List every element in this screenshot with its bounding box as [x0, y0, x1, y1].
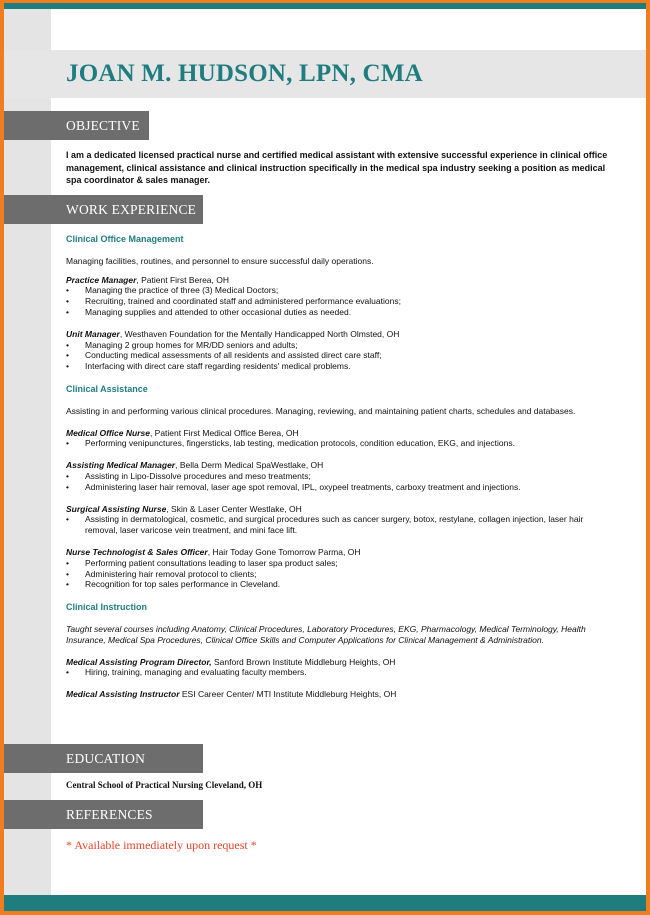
list-item: • Interfacing with direct care staff regarding residents' medical problems.	[66, 361, 616, 372]
job-detail: , Bella Derm Medical SpaWestlake, OH	[175, 460, 324, 471]
category-title: Clinical Office Management	[66, 234, 184, 244]
job-bullets	[66, 438, 616, 449]
job-line	[66, 547, 616, 558]
job-line	[66, 428, 616, 439]
job-role: Medical Office Nurse	[66, 427, 150, 438]
job-role: Assisting Medical Manager	[66, 460, 176, 471]
list-item: • Performing patient consultations leading to laser spa product sales;	[66, 558, 616, 569]
category-summary: Taught several courses including Anatomy, Clinical Procedures, Laboratory Procedures, EKG, Pharmacology, Medical Terminology, Health Insurance, Medical Spa Procedures, Clinical Office Skills and Computer Applications for Clinical Management & Administration.	[66, 623, 586, 645]
list-item: • Assisting in Lipo-Dissolve procedures and meso treatments;	[66, 471, 616, 482]
job-line	[66, 657, 616, 668]
job-bullets	[66, 471, 616, 493]
category-title: Clinical Assistance	[66, 383, 148, 394]
list-item: • Conducting medical assessments of all residents and assisted direct care staff;	[66, 350, 616, 361]
section-header-references: REFERENCES	[4, 800, 203, 829]
section-header-education: EDUCATION	[4, 744, 203, 773]
objective-text: I am a dedicated licensed practical nurse and certified medical assistant with extensive successful experience in clinical office management, clinical assistance and clinical instruction specifically in the medical spa industry seeking a position as medical spa coordinator & sales manager.	[66, 150, 608, 185]
category-title: Clinical Instruction	[66, 602, 148, 613]
job-bullets	[66, 667, 616, 678]
section-header-objective: OBJECTIVE	[4, 111, 149, 140]
job-role: Unit Manager	[66, 328, 120, 339]
list-item: • Managing the practice of three (3) Medical Doctors;	[66, 285, 616, 296]
job-detail: Sanford Brown Institute Middleburg Heights, OH	[211, 656, 396, 667]
category-summary: Managing facilities, routines, and personnel to ensure successful daily operations.	[66, 255, 374, 266]
references-text: * Available immediately upon request *	[66, 838, 257, 852]
job-detail: , Hair Today Gone Tomorrow Parma, OH	[207, 546, 361, 557]
job-bullets	[66, 514, 616, 536]
job-role: Surgical Assisting Nurse	[66, 503, 167, 514]
job-detail: ESI Career Center/ MTI Institute Middleburg Heights, OH	[179, 689, 397, 700]
list-item: • Managing 2 group homes for MR/DD seniors and adults;	[66, 340, 616, 351]
job-bullets	[66, 285, 616, 317]
job-detail: , Skin & Laser Center Westlake, OH	[166, 503, 302, 514]
job-detail: , Westhaven Foundation for the Mentally Handicapped North Olmsted, OH	[119, 328, 400, 339]
job-line	[66, 504, 616, 515]
job-line	[66, 689, 616, 700]
list-item: • Performing venipunctures, fingersticks, lab testing, medication protocols, condition education, EKG, and injections.	[66, 438, 616, 449]
job-bullets	[66, 340, 616, 372]
bottom-accent-bar	[4, 895, 646, 911]
education-text: Central School of Practical Nursing Cleveland, OH	[66, 780, 263, 790]
list-item: • Assisting in dermatological, cosmetic, and surgical procedures such as cancer surgery, botox, restylane, collagen injection, laser hair removal, laser varicose vein treatment, and mini face lift.	[66, 514, 616, 536]
list-item: • Managing supplies and attended to other occasional duties as needed.	[66, 307, 616, 318]
job-line	[66, 460, 616, 471]
list-item: • Administering laser hair removal, laser age spot removal, IPL, oxypeel treatments, carboxy treatment and injections.	[66, 482, 616, 493]
job-detail: , Patient First Berea, OH	[136, 274, 229, 285]
job-bullets	[66, 558, 616, 590]
list-item: • Recognition for top sales performance in Cleveland.	[66, 579, 616, 590]
list-item: • Hiring, training, managing and evaluating faculty members.	[66, 667, 616, 678]
list-item: • Administering hair removal protocol to clients;	[66, 569, 616, 580]
job-line	[66, 275, 616, 286]
category-summary: Assisting in and performing various clinical procedures. Managing, reviewing, and maintaining patient charts, schedules and databases.	[66, 405, 576, 416]
work-experience-body	[66, 234, 616, 700]
job-role: Practice Manager	[66, 274, 137, 285]
section-header-work-experience: WORK EXPERIENCE	[4, 195, 203, 224]
candidate-name: JOAN M. HUDSON, LPN, CMA	[66, 60, 423, 87]
job-role: Medical Assisting Instructor	[66, 689, 180, 700]
job-role: Nurse Technologist & Sales Officer	[66, 546, 208, 557]
top-accent-bar	[4, 3, 646, 9]
job-role: Medical Assisting Program Director,	[66, 656, 212, 667]
list-item: • Recruiting, trained and coordinated staff and administered performance evaluations;	[66, 296, 616, 307]
job-detail: , Patient First Medical Office Berea, OH	[149, 427, 299, 438]
job-line	[66, 329, 616, 340]
